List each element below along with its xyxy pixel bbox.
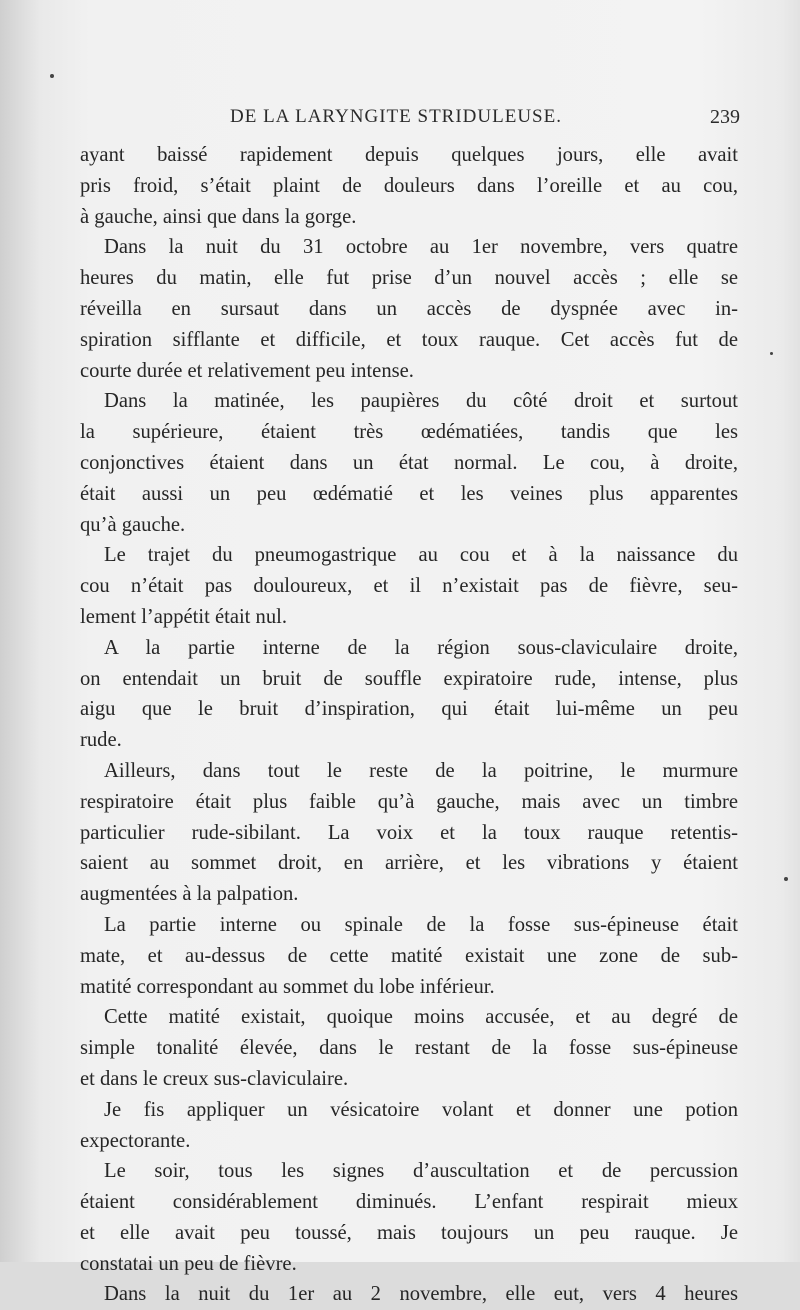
text-line: Cette matité existait, quoique moins accusée, et au degré de (104, 1006, 738, 1029)
text-line: lement l’appétit était nul. (80, 605, 288, 628)
text-line: aigu que le bruit d’inspiration, qui était lui-même un peu (80, 698, 738, 721)
running-head (80, 106, 740, 136)
text-line: qu’à gauche. (80, 513, 186, 536)
text-line: La partie interne ou spinale de la fosse sus-épineuse était (104, 913, 738, 936)
text-line: saient au sommet droit, en arrière, et les vibrations y étaient (80, 852, 738, 875)
text-line: et elle avait peu toussé, mais toujours un peu rauque. Je (80, 1221, 738, 1244)
text-line: était aussi un peu œdématié et les veines plus apparentes (80, 482, 738, 505)
running-title: DE LA LARYNGITE STRIDULEUSE. (230, 106, 562, 127)
text-line: rude. (80, 729, 122, 752)
text-line: matité correspondant au sommet du lobe inférieur. (80, 975, 495, 998)
text-line: simple tonalité élevée, dans le restant de la fosse sus-épineuse (80, 1037, 738, 1060)
text-line: pris froid, s’était plaint de douleurs dans l’oreille et au cou, (80, 174, 738, 197)
text-line: mate, et au-dessus de cette matité existait une zone de sub- (80, 944, 738, 967)
text-line: particulier rude-sibilant. La voix et la toux rauque retentis- (80, 821, 738, 844)
text-line: Dans la nuit du 1er au 2 novembre, elle eut, vers 4 heures (104, 1283, 738, 1306)
text-line: Dans la nuit du 31 octobre au 1er novembre, vers quatre (104, 236, 738, 259)
text-line: étaient considérablement diminués. L’enfant respirait mieux (80, 1191, 738, 1214)
text-line: Le trajet du pneumogastrique au cou et à la naissance du (104, 544, 738, 567)
text-line: spiration sifflante et difficile, et toux rauque. Cet accès fut de (80, 328, 738, 351)
text-line: Le soir, tous les signes d’auscultation et de percussion (104, 1160, 738, 1183)
text-line: cou n’était pas douloureux, et il n’existait pas de fièvre, seu- (80, 575, 738, 598)
text-line: la supérieure, étaient très œdématiées, tandis que les (80, 421, 738, 444)
page-number: 239 (710, 106, 740, 128)
text-line: augmentées à la palpation. (80, 883, 299, 906)
text-line: et dans le creux sus-claviculaire. (80, 1067, 349, 1090)
text-line: ayant baissé rapidement depuis quelques jours, elle avait (80, 144, 738, 166)
text-line: à gauche, ainsi que dans la gorge. (80, 205, 357, 228)
text-line: courte durée et relativement peu intense. (80, 359, 414, 382)
text-line: Je fis appliquer un vésicatoire volant et donner une potion (104, 1098, 738, 1121)
text-line: Dans la matinée, les paupières du côté droit et surtout (104, 390, 738, 413)
text-line: on entendait un bruit de souffle expiratoire rude, intense, plus (80, 667, 738, 690)
text-line: Ailleurs, dans tout le reste de la poitrine, le murmure (104, 759, 738, 782)
text-line: heures du matin, elle fut prise d’un nouvel accès ; elle se (80, 267, 738, 290)
body-text (80, 140, 738, 1310)
text-line: constatai un peu de fièvre. (80, 1252, 297, 1275)
text-line: respiratoire était plus faible qu’à gauche, mais avec un timbre (80, 790, 738, 813)
scan-speck (770, 352, 773, 355)
text-line: conjonctives étaient dans un état normal. Le cou, à droite, (80, 451, 738, 474)
scan-speck (50, 74, 54, 78)
text-line: expectorante. (80, 1129, 191, 1152)
text-line: A la partie interne de la région sous-claviculaire droite, (104, 636, 738, 659)
text-line: réveilla en sursaut dans un accès de dyspnée avec in- (80, 297, 738, 320)
scan-speck (784, 877, 788, 881)
